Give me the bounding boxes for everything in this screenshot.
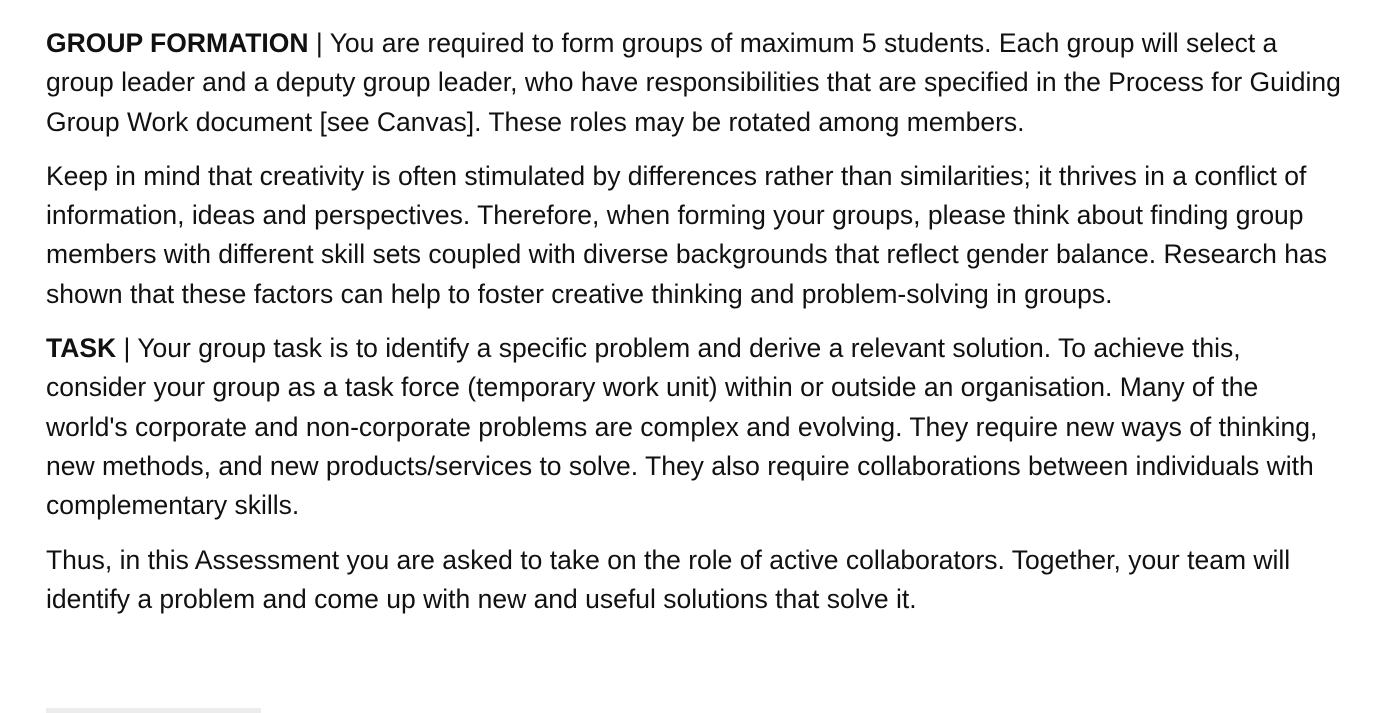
group-formation-heading: GROUP FORMATION	[46, 28, 309, 58]
document-body	[46, 24, 1346, 619]
paragraph-text: Your group task is to identify a specific problem and derive a relevant solution. To achieve this, consider your group as a task force (temporary work unit) within or outside an organisation. Many of the world's corporate and non-corporate problems are complex and evolving. They require new ways of thinking, new methods, and new products/services to solve. They also require collaborations between individuals with complementary skills.	[46, 333, 1318, 521]
task-heading: TASK	[46, 333, 117, 364]
heading-separator: |	[116, 333, 138, 364]
creativity-paragraph	[46, 157, 1346, 314]
assessment-paragraph	[46, 541, 1346, 620]
group-formation-paragraph	[46, 24, 1346, 142]
bottom-divider	[46, 708, 261, 713]
paragraph-text: Thus, in this Assessment you are asked to take on the role of active collaborators. Together, your team will identify a problem and come up with new and useful solutions that solve it.	[46, 544, 1291, 614]
paragraph-text: Keep in mind that creativity is often stimulated by differences rather than similarities; it thrives in a conflict of information, ideas and perspectives. Therefore, when forming your groups, please think about finding group members with different skill sets coupled with diverse backgrounds that reflect gender balance. Research has shown that these factors can help to foster creative thinking and problem-solving in groups.	[46, 160, 1328, 309]
paragraph-text: You are required to form groups of maximum 5 students. Each group will select a group leader and a deputy group leader, who have responsibilities that are specified in the Process for Guiding Group Work document [see Canvas]. These roles may be rotated among members.	[46, 28, 1341, 137]
task-paragraph	[46, 329, 1346, 525]
heading-separator: |	[308, 28, 330, 58]
